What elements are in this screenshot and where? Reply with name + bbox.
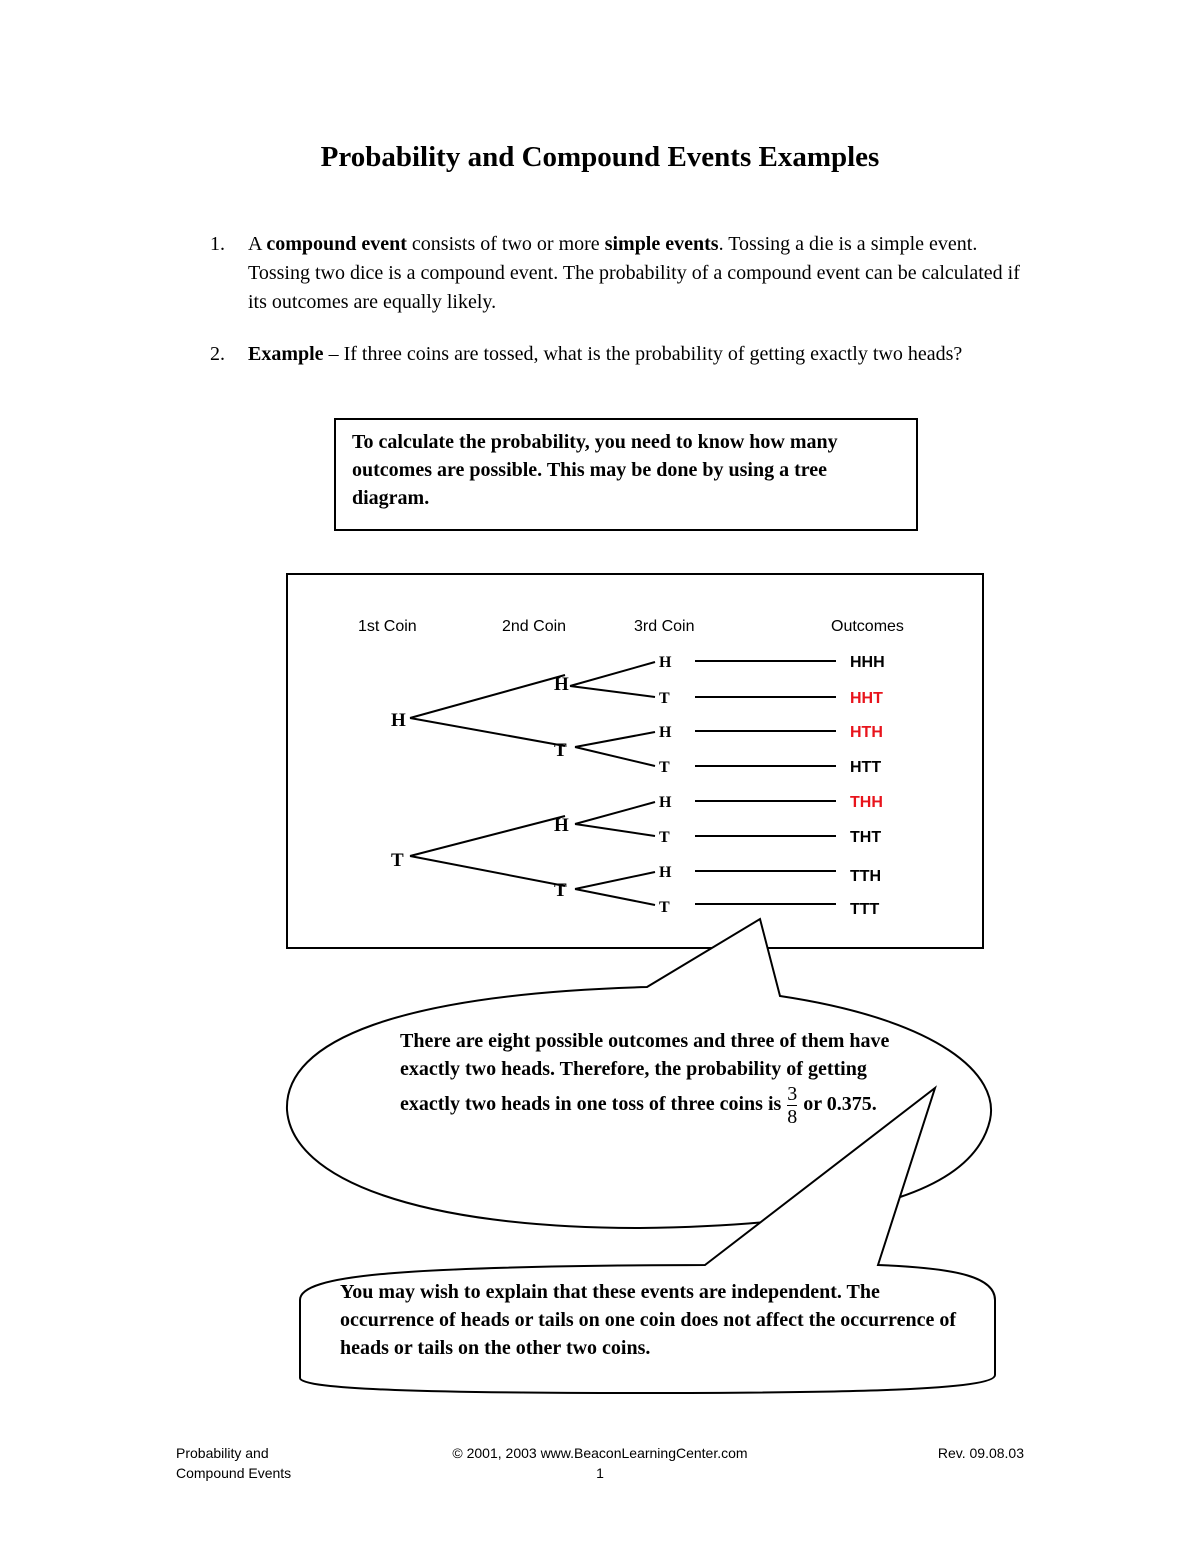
node-first-H: H [391, 710, 406, 731]
branch-line [575, 732, 655, 747]
bubble-1-result: or 0.375. [803, 1093, 877, 1116]
branch-line [575, 872, 655, 889]
fraction-numerator: 3 [787, 1083, 798, 1105]
bubble-1-text [400, 1027, 920, 1128]
outcome-label: THT [850, 829, 882, 846]
branch-line [575, 802, 655, 824]
outcome-label: HTH [850, 724, 883, 741]
footer-left [176, 1443, 291, 1483]
footer-center [400, 1443, 800, 1483]
fraction [787, 1083, 797, 1128]
footer-left-line: Compound Events [176, 1465, 292, 1481]
header-1st-coin: 1st Coin [358, 618, 417, 635]
node-second: H [554, 815, 569, 836]
page-number: 1 [596, 1465, 604, 1481]
term-example: Example [248, 343, 324, 365]
fraction-denominator: 8 [787, 1106, 798, 1128]
text-run: A [248, 233, 267, 255]
branch-line [575, 824, 655, 836]
term-simple-events: simple events [604, 233, 719, 255]
branch-line [575, 889, 655, 905]
footer-right: Rev. 09.08.03 [937, 1445, 1024, 1461]
node-third: T [659, 899, 670, 916]
term-compound-event: compound event [266, 233, 407, 255]
text-run: . Tossing a die is a simple event. Tossing two dice is a compound event. The probability of a compound event can be calculated if its outcomes are equally likely. [248, 233, 1020, 313]
branch-line [570, 686, 655, 697]
outcome-label: THH [850, 794, 883, 811]
node-third: H [659, 794, 672, 811]
header-2nd-coin: 2nd Coin [502, 618, 567, 635]
header-3rd-coin: 3rd Coin [634, 618, 695, 635]
branch-line [410, 816, 565, 856]
outcome-label: TTT [850, 901, 880, 918]
branch-line [410, 856, 565, 886]
node-third: H [659, 864, 672, 881]
node-second: T [554, 880, 567, 901]
bubble-1-sentence: There are eight possible outcomes and three of them have exactly two heads. Therefore, the probability of getting exactly two heads in one toss of three coins is [400, 1030, 890, 1116]
text-run: – If three coins are tossed, what is the probability of getting exactly two heads? [323, 343, 963, 365]
page-title: Probability and Compound Events Examples [320, 141, 880, 173]
callout-box: To calculate the probability, you need to know how many outcomes are possible. This may be done by using a tree diagram. [334, 418, 918, 531]
list-number: 2. [210, 343, 225, 365]
node-second: T [554, 740, 567, 761]
branch-line [410, 675, 565, 718]
outcome-label: HTT [850, 759, 882, 776]
branch-line [575, 747, 655, 766]
footer-left-line: Probability and [176, 1445, 269, 1461]
node-third: T [659, 690, 670, 707]
node-first-T: T [391, 850, 404, 871]
node-third: H [659, 654, 672, 671]
header-outcomes: Outcomes [831, 618, 904, 635]
branch-line [570, 662, 655, 686]
outcome-label: HHT [850, 690, 883, 707]
text-run: consists of two or more [406, 233, 605, 255]
outcome-label: HHH [850, 654, 885, 671]
branch-line [410, 718, 565, 746]
tree-branches [410, 661, 836, 905]
list-number: 1. [210, 233, 225, 255]
node-third: H [659, 724, 672, 741]
outcome-label: TTH [850, 868, 882, 885]
node-second: H [554, 674, 569, 695]
footer-copyright: © 2001, 2003 www.BeaconLearningCenter.com [452, 1445, 748, 1461]
node-third: T [659, 829, 670, 846]
node-third: T [659, 759, 670, 776]
bubble-2-text: You may wish to explain that these events are independent. The occurrence of heads or tails on one coin does not affect the occurrence of heads or tails on the other two coins. [340, 1281, 956, 1359]
